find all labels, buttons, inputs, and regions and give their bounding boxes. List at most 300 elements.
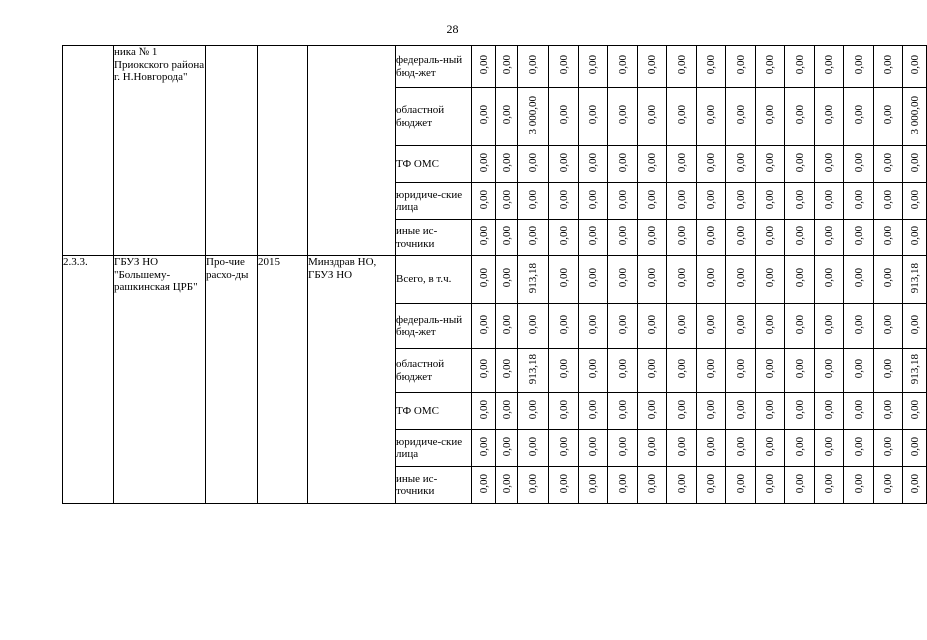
value-text: 0,00 — [527, 152, 539, 172]
value-cell — [608, 46, 638, 88]
value-cell — [844, 220, 874, 256]
value-cell — [518, 430, 549, 467]
value-cell — [697, 467, 726, 504]
value-text: 0,00 — [587, 55, 599, 75]
value-text: 0,00 — [852, 473, 865, 493]
value-text: 0,00 — [557, 152, 570, 172]
value-cell — [903, 256, 927, 304]
value-cell — [874, 256, 903, 304]
value-cell — [903, 393, 927, 430]
value-text: 0,00 — [557, 473, 570, 493]
value-text: 0,00 — [646, 314, 658, 334]
table-body — [63, 46, 927, 504]
value-text: 0,00 — [705, 436, 717, 456]
value-cell — [518, 146, 549, 183]
value-text: 0,00 — [500, 226, 513, 246]
funding-source-cell: ТФ ОМС — [396, 393, 472, 430]
value-text: 0,00 — [675, 189, 688, 209]
value-cell — [697, 146, 726, 183]
funding-source-cell: иные ис-точники — [396, 467, 472, 504]
value-text: 0,00 — [675, 55, 688, 75]
value-text: 0,00 — [616, 226, 629, 246]
value-text: 0,00 — [616, 359, 629, 379]
value-text: 0,00 — [646, 436, 658, 456]
value-cell — [785, 304, 815, 349]
value-cell — [726, 146, 756, 183]
value-cell — [815, 349, 844, 393]
value-cell — [518, 183, 549, 220]
value-text: 913,18 — [908, 353, 921, 384]
value-text: 0,00 — [587, 399, 599, 419]
value-cell — [638, 46, 667, 88]
value-text: 3 000,00 — [527, 95, 539, 134]
value-text: 0,00 — [908, 152, 921, 172]
value-cell — [844, 467, 874, 504]
value-text: 0,00 — [882, 55, 894, 75]
value-text: 0,00 — [557, 189, 570, 209]
value-cell — [608, 220, 638, 256]
value-text: 0,00 — [587, 473, 599, 493]
funding-source-cell: юридиче-ские лица — [396, 430, 472, 467]
value-cell — [756, 256, 785, 304]
value-text: 0,00 — [527, 436, 539, 456]
value-cell — [726, 467, 756, 504]
value-cell — [903, 183, 927, 220]
value-cell — [496, 146, 518, 183]
value-cell — [579, 430, 608, 467]
value-cell — [496, 46, 518, 88]
value-cell — [756, 146, 785, 183]
value-text: 0,00 — [908, 436, 921, 456]
value-cell — [579, 220, 608, 256]
value-text: 0,00 — [908, 399, 921, 419]
value-cell — [549, 349, 579, 393]
value-text: 0,00 — [764, 399, 776, 419]
value-text: 0,00 — [852, 189, 865, 209]
value-cell — [726, 349, 756, 393]
value-text: 0,00 — [557, 105, 570, 125]
value-text: 0,00 — [675, 268, 688, 288]
value-cell — [844, 88, 874, 146]
funding-source-cell: областной бюджет — [396, 88, 472, 146]
value-cell — [579, 349, 608, 393]
value-cell — [874, 88, 903, 146]
value-text: 0,00 — [527, 399, 539, 419]
value-cell — [608, 183, 638, 220]
value-cell — [472, 88, 496, 146]
funding-source-cell: иные ис-точники — [396, 220, 472, 256]
value-text: 0,00 — [823, 268, 835, 288]
executor-cell — [308, 46, 396, 256]
expense-type-cell — [206, 46, 258, 256]
value-cell — [518, 256, 549, 304]
value-text: 0,00 — [527, 55, 539, 75]
value-cell — [756, 430, 785, 467]
value-cell — [638, 146, 667, 183]
value-cell — [726, 46, 756, 88]
value-cell — [844, 393, 874, 430]
value-cell — [756, 220, 785, 256]
value-text: 0,00 — [646, 359, 658, 379]
value-text: 0,00 — [764, 105, 776, 125]
value-cell — [726, 183, 756, 220]
value-text: 0,00 — [734, 436, 747, 456]
value-cell — [472, 46, 496, 88]
value-cell — [697, 304, 726, 349]
value-text: 0,00 — [477, 473, 490, 493]
value-text: 0,00 — [852, 436, 865, 456]
value-text: 0,00 — [705, 189, 717, 209]
value-text: 0,00 — [793, 473, 806, 493]
value-text: 0,00 — [908, 314, 921, 334]
value-text: 0,00 — [477, 189, 490, 209]
funding-table — [62, 45, 927, 504]
value-text: 0,00 — [764, 226, 776, 246]
value-text: 0,00 — [500, 399, 513, 419]
value-cell — [726, 304, 756, 349]
value-cell — [638, 393, 667, 430]
value-text: 0,00 — [527, 314, 539, 334]
expense-type-cell: Про-чие расхо-ды — [206, 256, 258, 504]
value-cell — [638, 349, 667, 393]
value-text: 0,00 — [793, 436, 806, 456]
value-cell — [815, 467, 844, 504]
value-text: 0,00 — [705, 152, 717, 172]
value-cell — [844, 430, 874, 467]
code-cell: 2.3.3. — [63, 256, 114, 504]
value-text: 0,00 — [616, 105, 629, 125]
value-cell — [667, 393, 697, 430]
value-cell — [785, 349, 815, 393]
value-text: 0,00 — [616, 268, 629, 288]
value-text: 0,00 — [882, 226, 894, 246]
value-text: 0,00 — [793, 152, 806, 172]
value-text: 0,00 — [764, 55, 776, 75]
value-text: 0,00 — [793, 268, 806, 288]
name-cell: ника № 1 Приокского района г. Н.Новгорода" — [114, 46, 206, 256]
value-text: 0,00 — [616, 436, 629, 456]
value-text: 0,00 — [477, 399, 490, 419]
value-text: 0,00 — [852, 152, 865, 172]
value-text: 0,00 — [793, 314, 806, 334]
value-text: 0,00 — [616, 399, 629, 419]
value-cell — [638, 467, 667, 504]
value-cell — [874, 46, 903, 88]
value-cell — [844, 183, 874, 220]
value-cell — [903, 46, 927, 88]
value-text: 0,00 — [764, 314, 776, 334]
value-cell — [496, 430, 518, 467]
value-cell — [496, 349, 518, 393]
value-cell — [579, 393, 608, 430]
name-cell: ГБУЗ НО "Большему-рашкинская ЦРБ" — [114, 256, 206, 504]
value-text: 0,00 — [675, 105, 688, 125]
value-text: 0,00 — [734, 152, 747, 172]
value-cell — [903, 430, 927, 467]
value-text: 0,00 — [734, 55, 747, 75]
value-cell — [874, 393, 903, 430]
value-text: 0,00 — [527, 189, 539, 209]
value-cell — [472, 256, 496, 304]
value-cell — [472, 349, 496, 393]
value-cell — [874, 220, 903, 256]
value-cell — [608, 88, 638, 146]
value-cell — [667, 46, 697, 88]
value-cell — [903, 88, 927, 146]
value-cell — [472, 220, 496, 256]
value-cell — [844, 46, 874, 88]
value-cell — [638, 430, 667, 467]
value-cell — [638, 256, 667, 304]
value-text: 0,00 — [852, 105, 865, 125]
value-cell — [726, 430, 756, 467]
value-text: 0,00 — [675, 152, 688, 172]
value-text: 0,00 — [852, 268, 865, 288]
value-cell — [518, 220, 549, 256]
value-cell — [608, 349, 638, 393]
value-text: 0,00 — [557, 399, 570, 419]
value-text: 0,00 — [823, 359, 835, 379]
value-text: 3 000,00 — [908, 95, 921, 134]
value-text: 0,00 — [734, 473, 747, 493]
value-cell — [756, 349, 785, 393]
value-cell — [667, 220, 697, 256]
value-text: 0,00 — [587, 436, 599, 456]
value-cell — [496, 256, 518, 304]
value-cell — [815, 220, 844, 256]
value-cell — [549, 46, 579, 88]
value-cell — [785, 256, 815, 304]
value-cell — [844, 146, 874, 183]
value-cell — [756, 46, 785, 88]
value-text: 0,00 — [908, 473, 921, 493]
value-cell — [638, 183, 667, 220]
value-text: 0,00 — [705, 55, 717, 75]
value-cell — [697, 349, 726, 393]
value-cell — [549, 220, 579, 256]
value-cell — [874, 430, 903, 467]
value-cell — [756, 393, 785, 430]
value-text: 0,00 — [587, 268, 599, 288]
value-cell — [785, 220, 815, 256]
value-text: 0,00 — [882, 473, 894, 493]
value-text: 0,00 — [646, 189, 658, 209]
value-cell — [496, 88, 518, 146]
value-text: 0,00 — [587, 359, 599, 379]
value-cell — [579, 46, 608, 88]
value-text: 0,00 — [882, 436, 894, 456]
value-text: 0,00 — [705, 359, 717, 379]
value-text: 0,00 — [705, 226, 717, 246]
value-text: 0,00 — [823, 55, 835, 75]
value-text: 0,00 — [500, 314, 513, 334]
value-cell — [815, 46, 844, 88]
value-text: 0,00 — [646, 55, 658, 75]
value-cell — [549, 256, 579, 304]
value-cell — [608, 304, 638, 349]
funding-source-cell: федераль-ный бюд-жет — [396, 304, 472, 349]
value-cell — [726, 393, 756, 430]
value-text: 0,00 — [675, 473, 688, 493]
value-cell — [844, 349, 874, 393]
value-text: 0,00 — [882, 105, 894, 125]
value-cell — [579, 146, 608, 183]
value-cell — [874, 146, 903, 183]
value-text: 0,00 — [705, 105, 717, 125]
value-text: 0,00 — [646, 152, 658, 172]
value-text: 0,00 — [823, 189, 835, 209]
value-text: 0,00 — [705, 399, 717, 419]
value-text: 0,00 — [500, 268, 513, 288]
value-text: 0,00 — [646, 268, 658, 288]
value-text: 0,00 — [882, 268, 894, 288]
value-cell — [697, 430, 726, 467]
value-text: 0,00 — [705, 473, 717, 493]
value-text: 0,00 — [882, 189, 894, 209]
value-cell — [756, 88, 785, 146]
value-text: 0,00 — [646, 473, 658, 493]
value-cell — [903, 304, 927, 349]
value-text: 0,00 — [587, 226, 599, 246]
value-text: 0,00 — [587, 152, 599, 172]
value-cell — [667, 146, 697, 183]
value-cell — [785, 183, 815, 220]
value-cell — [903, 146, 927, 183]
year-cell: 2015 — [258, 256, 308, 504]
value-cell — [608, 467, 638, 504]
value-cell — [608, 256, 638, 304]
value-text: 0,00 — [882, 314, 894, 334]
value-cell — [785, 467, 815, 504]
value-text: 0,00 — [500, 105, 513, 125]
value-cell — [697, 220, 726, 256]
value-cell — [608, 146, 638, 183]
value-text: 0,00 — [764, 473, 776, 493]
value-text: 0,00 — [705, 268, 717, 288]
value-cell — [667, 349, 697, 393]
value-cell — [785, 146, 815, 183]
value-cell — [815, 430, 844, 467]
value-text: 913,18 — [908, 262, 921, 293]
value-text: 0,00 — [527, 473, 539, 493]
value-text: 0,00 — [734, 189, 747, 209]
value-cell — [638, 88, 667, 146]
value-cell — [472, 393, 496, 430]
value-cell — [815, 88, 844, 146]
value-text: 0,00 — [823, 399, 835, 419]
value-text: 0,00 — [823, 152, 835, 172]
code-cell — [63, 46, 114, 256]
value-cell — [472, 430, 496, 467]
value-text: 0,00 — [477, 105, 490, 125]
value-text: 0,00 — [616, 55, 629, 75]
value-text: 0,00 — [852, 55, 865, 75]
value-cell — [667, 256, 697, 304]
value-text: 0,00 — [477, 55, 490, 75]
value-cell — [815, 256, 844, 304]
value-text: 0,00 — [734, 226, 747, 246]
value-cell — [472, 304, 496, 349]
value-cell — [579, 467, 608, 504]
value-cell — [667, 88, 697, 146]
value-text: 0,00 — [793, 359, 806, 379]
value-text: 0,00 — [557, 359, 570, 379]
executor-cell: Минздрав НО, ГБУЗ НО — [308, 256, 396, 504]
value-text: 0,00 — [616, 152, 629, 172]
value-cell — [756, 304, 785, 349]
value-text: 0,00 — [500, 55, 513, 75]
value-text: 0,00 — [793, 399, 806, 419]
value-text: 0,00 — [587, 189, 599, 209]
value-cell — [518, 88, 549, 146]
value-cell — [697, 46, 726, 88]
value-text: 0,00 — [823, 436, 835, 456]
value-text: 0,00 — [646, 399, 658, 419]
value-cell — [903, 220, 927, 256]
value-text: 0,00 — [587, 105, 599, 125]
funding-source-cell: ТФ ОМС — [396, 146, 472, 183]
value-cell — [549, 467, 579, 504]
value-cell — [549, 393, 579, 430]
value-cell — [726, 220, 756, 256]
value-cell — [667, 183, 697, 220]
value-text: 0,00 — [908, 189, 921, 209]
value-cell — [549, 183, 579, 220]
value-text: 0,00 — [764, 359, 776, 379]
value-text: 0,00 — [764, 268, 776, 288]
value-text: 0,00 — [882, 359, 894, 379]
value-text: 0,00 — [477, 268, 490, 288]
value-cell — [518, 349, 549, 393]
value-cell — [815, 146, 844, 183]
value-text: 0,00 — [646, 105, 658, 125]
value-text: 0,00 — [500, 436, 513, 456]
value-cell — [697, 256, 726, 304]
value-text: 0,00 — [908, 226, 921, 246]
value-cell — [579, 88, 608, 146]
value-cell — [518, 304, 549, 349]
value-text: 0,00 — [882, 152, 894, 172]
value-cell — [472, 183, 496, 220]
value-cell — [815, 304, 844, 349]
value-cell — [496, 220, 518, 256]
value-cell — [874, 304, 903, 349]
value-cell — [697, 183, 726, 220]
value-cell — [785, 46, 815, 88]
value-text: 913,18 — [527, 353, 539, 384]
value-cell — [496, 467, 518, 504]
value-text: 0,00 — [823, 473, 835, 493]
value-text: 0,00 — [500, 189, 513, 209]
value-cell — [815, 183, 844, 220]
value-cell — [785, 393, 815, 430]
value-cell — [496, 393, 518, 430]
value-text: 0,00 — [705, 314, 717, 334]
value-text: 0,00 — [557, 55, 570, 75]
value-cell — [549, 146, 579, 183]
value-cell — [549, 88, 579, 146]
value-text: 0,00 — [616, 473, 629, 493]
value-text: 0,00 — [675, 314, 688, 334]
value-cell — [496, 183, 518, 220]
value-text: 0,00 — [852, 314, 865, 334]
value-text: 0,00 — [734, 359, 747, 379]
value-text: 0,00 — [734, 314, 747, 334]
value-cell — [756, 467, 785, 504]
value-cell — [667, 430, 697, 467]
funding-source-cell: федераль-ный бюд-жет — [396, 46, 472, 88]
value-text: 0,00 — [675, 359, 688, 379]
